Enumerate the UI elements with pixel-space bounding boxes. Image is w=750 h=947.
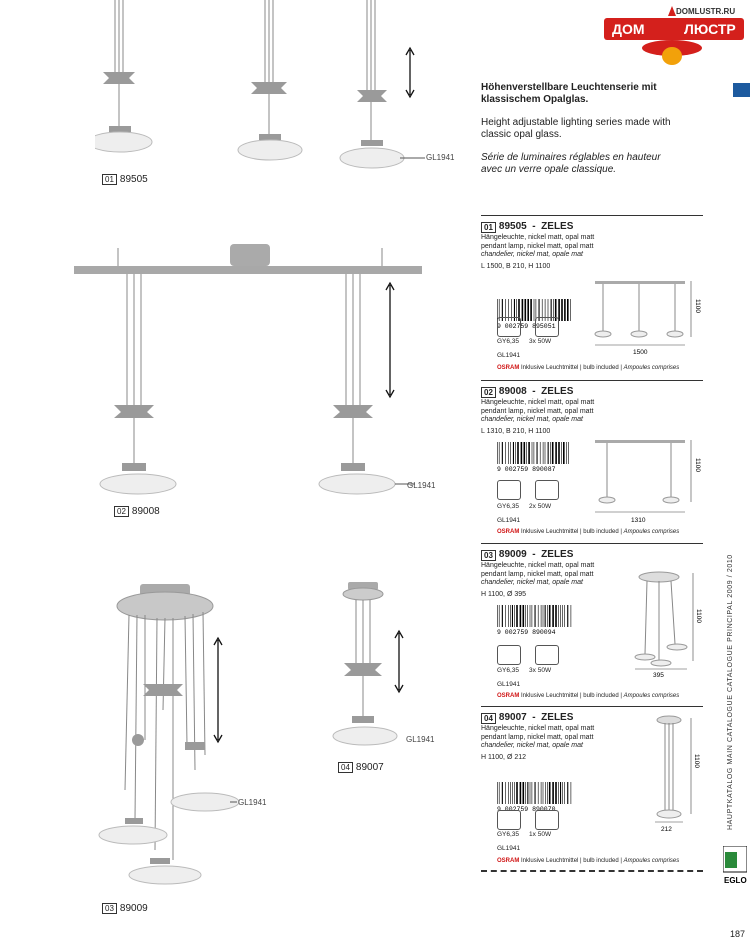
glass-code-fig3: GL1941: [238, 798, 267, 807]
logo-text-right: ЛЮСТР: [684, 21, 736, 37]
dimension-drawing: [593, 277, 703, 357]
product-desc-fr: chandelier, nickel mat, opale mat: [481, 579, 583, 586]
glass-label: GL1941: [497, 845, 521, 852]
product-code: 89007: [498, 712, 527, 723]
bulb-label: 1x 50W: [529, 831, 552, 838]
product-dims: H 1100, Ø 395: [481, 590, 527, 598]
socket-icon: [497, 810, 521, 830]
separator: [481, 706, 703, 707]
socket-label: GY6,35: [497, 503, 520, 510]
socket-icon: [497, 645, 521, 665]
figure-89007-image: [330, 578, 420, 753]
product-code: 89008: [498, 386, 527, 397]
figure-code-01: 89505: [119, 174, 148, 185]
svg-text:9 002759 890087: 9 002759 890087: [497, 466, 556, 472]
figure-code-02: 89008: [131, 506, 160, 517]
figure-89008-image: [70, 240, 425, 500]
product-num: 03: [481, 550, 496, 561]
svg-text:9 002759 890070: 9 002759 890070: [497, 806, 556, 812]
product-dims: H 1100, Ø 212: [481, 753, 527, 761]
glass-label: GL1941: [497, 517, 521, 524]
product-desc-fr: chandelier, nickel mat, opale mat: [481, 742, 583, 749]
sidebar-text: HAUPTKATALOG MAIN CATALOGUE CATALOGUE PRINCIPAL 2009 / 2010: [727, 554, 734, 830]
product-name: ZELES: [541, 712, 574, 723]
eglo-logo: [723, 846, 747, 886]
figure-label-02: [114, 506, 160, 517]
socket-label: GY6,35: [497, 831, 520, 838]
figure-num-02: 02: [114, 506, 129, 517]
figure-code-04: 89007: [355, 762, 384, 773]
dimension-drawing: [593, 436, 703, 526]
product-head: 02 89008 - ZELES: [481, 386, 701, 398]
figure-89009-image: [95, 580, 265, 885]
product-dims: L 1500, B 210, H 1100: [481, 262, 551, 270]
svg-text:1100: 1100: [694, 458, 701, 472]
dimension-drawing: [631, 569, 703, 679]
product-desc-en: pendant lamp, nickel matt, opal matt: [481, 733, 594, 741]
separator: [481, 380, 703, 381]
product-name: ZELES: [541, 221, 574, 232]
svg-text:9 002759 890094: 9 002759 890094: [497, 629, 556, 635]
figure-num-01: 01: [102, 174, 117, 185]
blue-section-tab: [733, 83, 750, 97]
product-name: ZELES: [541, 549, 574, 560]
product-num: 04: [481, 713, 496, 724]
product-desc-de: Hängeleuchte, nickel matt, opal matt: [481, 234, 595, 241]
product-code: 89505: [498, 221, 527, 232]
page-number: 187: [730, 929, 746, 939]
osram-line: OSRAM Inklusive Leuchtmittel | bulb included | Ampoules comprises: [497, 529, 680, 535]
separator-bottom: [481, 870, 703, 872]
glass-code-fig4: GL1941: [406, 735, 435, 744]
figure-89505-image: [95, 0, 425, 170]
product-block-01: [481, 221, 701, 381]
catalogue-sidebar: [727, 525, 741, 835]
product-desc-de: Hängeleuchte, nickel matt, opal matt: [481, 562, 595, 569]
glass-label: GL1941: [497, 681, 521, 688]
figure-num-04: 04: [338, 762, 353, 773]
intro-text: [481, 82, 681, 187]
domlustr-logo[interactable]: [602, 4, 748, 70]
socket-icon: [497, 317, 521, 337]
barcode: [497, 605, 572, 635]
product-desc-en: pendant lamp, nickel matt, opal matt: [481, 570, 594, 578]
product-desc-en: pendant lamp, nickel matt, opal matt: [481, 242, 594, 250]
svg-text:9 002759 895051: 9 002759 895051: [497, 323, 556, 329]
svg-text:EGLO: EGLO: [724, 876, 747, 885]
osram-line: OSRAM Inklusive Leuchtmittel | bulb included | Ampoules comprises: [497, 365, 680, 371]
socket-label: GY6,35: [497, 338, 520, 345]
glass-label: GL1941: [497, 352, 521, 359]
socket-label: GY6,35: [497, 667, 520, 674]
glass-code-fig2: GL1941: [407, 481, 436, 490]
product-desc-de: Hängeleuchte, nickel matt, opal matt: [481, 725, 595, 732]
svg-text:1500: 1500: [633, 349, 648, 356]
product-desc-en: pendant lamp, nickel matt, opal matt: [481, 407, 594, 415]
bulb-label: 3x 50W: [529, 667, 552, 674]
bulb-icon: [535, 810, 559, 830]
figure-label-03: [102, 903, 148, 914]
product-block-04: [481, 712, 701, 872]
product-block-02: [481, 386, 701, 541]
svg-text:1100: 1100: [695, 609, 702, 623]
product-desc-fr: chandelier, nickel mat, opale mat: [481, 416, 583, 423]
figure-label-04: [338, 762, 384, 773]
product-desc-de: Hängeleuchte, nickel matt, opal matt: [481, 399, 595, 406]
svg-text:1100: 1100: [693, 754, 700, 768]
dimension-drawing: [649, 714, 703, 832]
product-dims: L 1310, B 210, H 1100: [481, 427, 551, 435]
barcode: [497, 442, 572, 472]
figure-label-01: [102, 174, 148, 185]
svg-text:212: 212: [661, 826, 672, 832]
bulb-label: 3x 50W: [529, 338, 552, 345]
product-head: 03 89009 - ZELES: [481, 549, 701, 561]
product-head: 01 89505 - ZELES: [481, 221, 701, 233]
product-num: 02: [481, 387, 496, 398]
bulb-icon: [535, 480, 559, 500]
intro-fr: Série de luminaires réglables en hauteur avec un verre opale classique.: [481, 152, 661, 175]
bulb-icon: [535, 645, 559, 665]
product-block-03: [481, 549, 701, 704]
figure-code-03: 89009: [119, 903, 148, 914]
bulb-label: 2x 50W: [529, 503, 552, 510]
product-num: 01: [481, 222, 496, 233]
barcode: [497, 782, 572, 812]
osram-line: OSRAM Inklusive Leuchtmittel | bulb included | Ampoules comprises: [497, 693, 680, 699]
figure-num-03: 03: [102, 903, 117, 914]
logo-text-left: ДОМ: [612, 21, 645, 37]
socket-icon: [497, 480, 521, 500]
product-head: 04 89007 - ZELES: [481, 712, 701, 724]
product-name: ZELES: [541, 386, 574, 397]
bulb-icon: [535, 317, 559, 337]
intro-en: Height adjustable lighting series made with classic opal glass.: [481, 117, 671, 140]
svg-text:395: 395: [653, 672, 664, 679]
intro-de: Höhenverstellbare Leuchtenserie mit klassischem Opalglas.: [481, 82, 657, 105]
separator-top: [481, 215, 703, 216]
separator: [481, 543, 703, 544]
logo-site: DOMLUSTR.RU: [676, 7, 736, 16]
product-desc-fr: chandelier, nickel mat, opale mat: [481, 251, 583, 258]
glass-code-fig1: GL1941: [426, 153, 455, 162]
osram-line: OSRAM Inklusive Leuchtmittel | bulb included | Ampoules comprises: [497, 858, 680, 864]
svg-text:1310: 1310: [631, 517, 646, 524]
svg-text:1100: 1100: [694, 299, 701, 313]
product-code: 89009: [498, 549, 527, 560]
